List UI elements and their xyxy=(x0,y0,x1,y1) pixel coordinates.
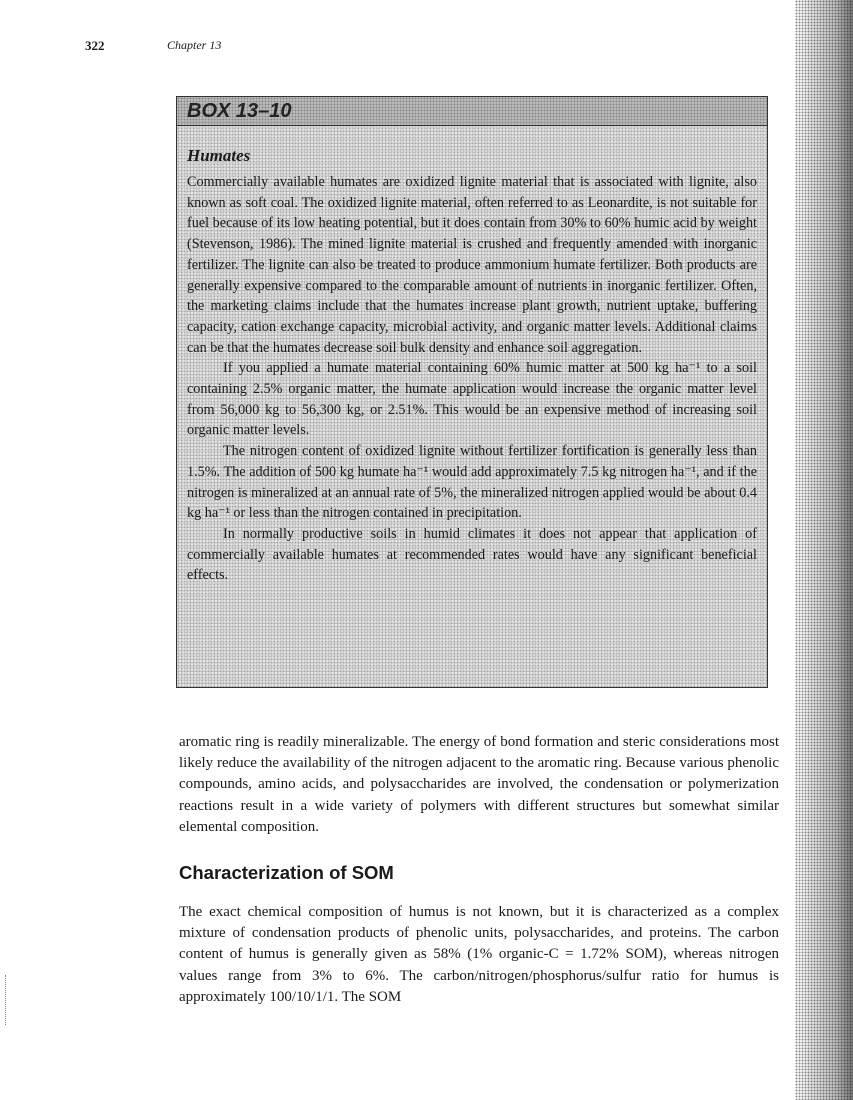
main-text xyxy=(179,732,779,1008)
section-heading: Characterization of SOM xyxy=(179,862,394,884)
scan-gutter-marks xyxy=(5,975,8,1025)
sidebar-box xyxy=(176,96,768,688)
box-paragraph: The nitrogen content of oxidized lignite without fertilizer fortification is generally less than 1.5%. The addition of 500 kg humate ha⁻¹ would add approximately 7.5 kg nitrogen ha⁻¹, and if the nitrogen is mineralized at an annual rate of 5%, the mineralized nitrogen applied would be about 0.4 kg ha⁻¹ or less than the nitrogen contained in precipitation. xyxy=(187,443,757,522)
box-body xyxy=(177,126,767,586)
page-number: 322 xyxy=(85,38,105,53)
box-paragraph: If you applied a humate material containing 60% humic matter at 500 kg ha⁻¹ to a soil containing 2.5% organic matter, the humate application would increase the organic matter level from 56,000 kg to 56,300 kg, or 2.51%. This would be an expensive method of increasing soil organic matter levels. xyxy=(187,360,757,439)
running-head: Chapter 13 xyxy=(167,38,222,52)
box-header xyxy=(177,97,767,126)
box-paragraph: In normally productive soils in humid climates it does not appear that application of commercially available humates at recommended rates would have any significant beneficial effects. xyxy=(187,525,757,584)
scan-edge-shadow xyxy=(795,0,853,1100)
body-paragraph: The exact chemical composition of humus is not known, but it is characterized as a complex mixture of condensation products of phenolic units, polysaccharides, and proteins. The carbon content of humus is generally given as 58% (1% organic-C = 1.72% SOM), whereas nitrogen values range from 3% to 6%. The carbon/nitrogen/phosphorus/sulfur ratio for humus is approximately 100/10/1/1. The SOM xyxy=(179,904,779,1005)
box-title: Humates xyxy=(187,146,251,165)
body-paragraph: aromatic ring is readily mineralizable. The energy of bond formation and steric considerations most likely reduce the availability of the nitrogen adjacent to the aromatic ring. Because various phenolic compounds, amino acids, and polysaccharides are involved, the condensation or polymerization reactions result in a wide variety of polymers with different structures but somewhat similar elemental composition. xyxy=(179,734,779,835)
box-paragraph: Commercially available humates are oxidized lignite material that is associated with lignite, also known as soft coal. The oxidized lignite material, often referred to as Leonardite, is not suitable for fuel because of its low heating potential, but it does contain from 30% to 60% humic acid by weight (Stevenson, 1986). The mined lignite material is crushed and frequently amended with inorganic fertilizer. The lignite can also be treated to produce ammonium humate fertilizer. Both products are generally expensive compared to the comparable amount of nutrients in inorganic fertilizer. Often, the marketing claims include that the humates increase plant growth, nutrient uptake, buffering capacity, cation exchange capacity, microbial activity, and organic matter levels. Additional claims can be that the humates decrease soil bulk density and enhance soil aggregation. xyxy=(187,174,757,356)
box-label: BOX 13–10 xyxy=(187,100,292,122)
